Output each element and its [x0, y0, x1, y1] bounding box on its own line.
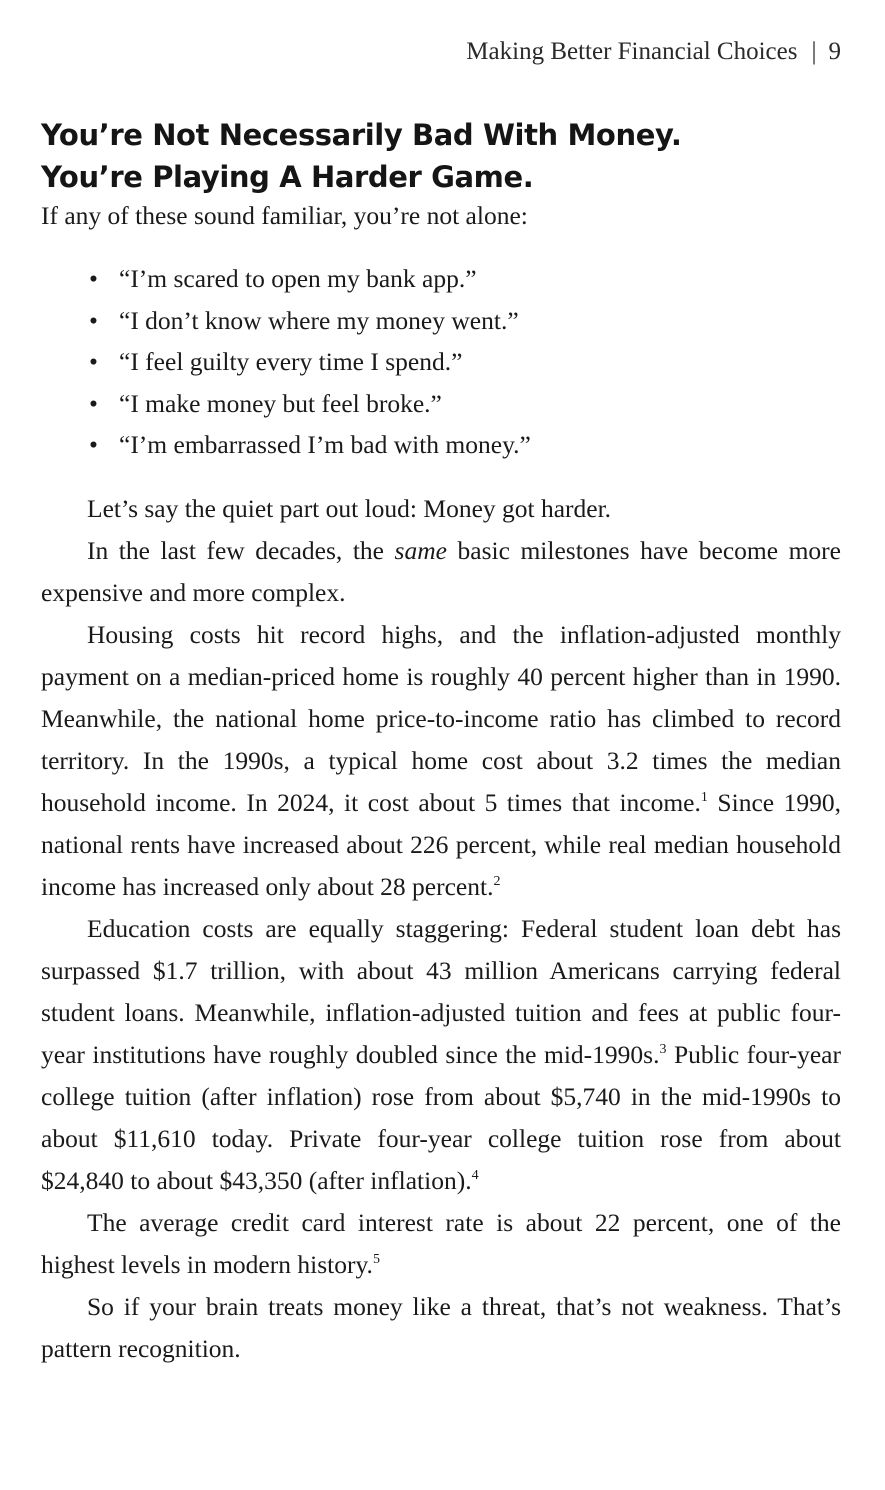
- footnote-marker: 5: [372, 1251, 380, 1267]
- paragraph-text: Public four-year college tuition (after inflation) rose from about $5,740 in the mid-1990s to about $11,610 today. Private four-year college tuition rose from about $24,840 to about $43,350 (after inflation).: [41, 1039, 841, 1195]
- page-content: [41, 114, 841, 1370]
- body-text: [41, 488, 841, 1370]
- footnote-marker: 1: [700, 789, 708, 805]
- header-separator: |: [811, 38, 817, 65]
- list-item: [89, 424, 841, 466]
- list-item-text: “I’m embarrassed I’m bad with money.”: [119, 430, 531, 460]
- section-heading: [41, 114, 841, 198]
- heading-line-1: You’re Not Necessarily Bad With Money.: [41, 118, 682, 152]
- bullet-icon: •: [89, 264, 98, 293]
- list-item: [89, 383, 841, 425]
- emphasis-same: same: [394, 535, 447, 565]
- quote-list: [41, 258, 841, 466]
- bullet-icon: •: [89, 305, 98, 335]
- paragraph-text: Since 1990, national rents have increased about 226 percent, while real median household income has increased only about 28 percent.: [41, 787, 842, 901]
- paragraph-conclusion: So if your brain treats money like a threat, that’s not weakness. That’s pattern recognition.: [41, 1291, 841, 1363]
- list-item-text: “I make money but feel broke.”: [119, 388, 442, 418]
- paragraph-education: [41, 908, 841, 1202]
- footnote-marker: 4: [471, 1167, 479, 1183]
- bullet-icon: •: [89, 388, 98, 418]
- paragraph-milestones: [41, 530, 841, 614]
- paragraph-money-got-harder: Let’s say the quiet part out loud: Money got harder.: [87, 493, 612, 523]
- bullet-icon: •: [89, 430, 98, 460]
- list-item: [89, 341, 841, 383]
- page-number: 9: [828, 38, 841, 65]
- paragraph-credit-card: [41, 1202, 841, 1286]
- footnote-marker: 3: [659, 1041, 667, 1057]
- heading-line-2: You’re Playing A Harder Game.: [41, 160, 534, 194]
- footnote-marker: 2: [493, 873, 501, 889]
- intro-text: If any of these sound familiar, you’re not alone:: [41, 201, 528, 230]
- running-title: Making Better Financial Choices: [466, 38, 798, 65]
- running-header: [466, 36, 841, 68]
- list-item-text: “I don’t know where my money went.”: [119, 305, 519, 335]
- paragraph-text: The average credit card interest rate is about 22 percent, one of the highest levels in modern history.: [41, 1207, 841, 1279]
- list-item-text: “I feel guilty every time I spend.”: [119, 347, 463, 377]
- list-item: [89, 258, 841, 300]
- paragraph-text: In the last few decades, the: [87, 535, 395, 565]
- bullet-icon: •: [89, 347, 98, 377]
- list-item-text: “I’m scared to open my bank app.”: [119, 264, 477, 293]
- list-item: [89, 300, 841, 342]
- paragraph-housing: [41, 614, 841, 908]
- paragraph-text: basic milestones have become more expensive and more complex.: [41, 535, 841, 607]
- paragraph-text: Education costs are equally staggering: Federal student loan debt has surpassed $1.7 trillion, with about 43 million Americans carrying federal student loans. Meanwhile, inflation-adjusted tuition and fees at public four-year institutions have roughly doubled since the mid-1990s.: [41, 913, 841, 1069]
- paragraph-text: Housing costs hit record highs, and the inflation-adjusted monthly payment on a median-priced home is roughly 40 percent higher than in 1990. Meanwhile, the national home price-to-income ratio has climbed to record territory. In the 1990s, a typical home cost about 3.2 times the median household income. In 2024, it cost about 5 times that income.: [41, 619, 841, 817]
